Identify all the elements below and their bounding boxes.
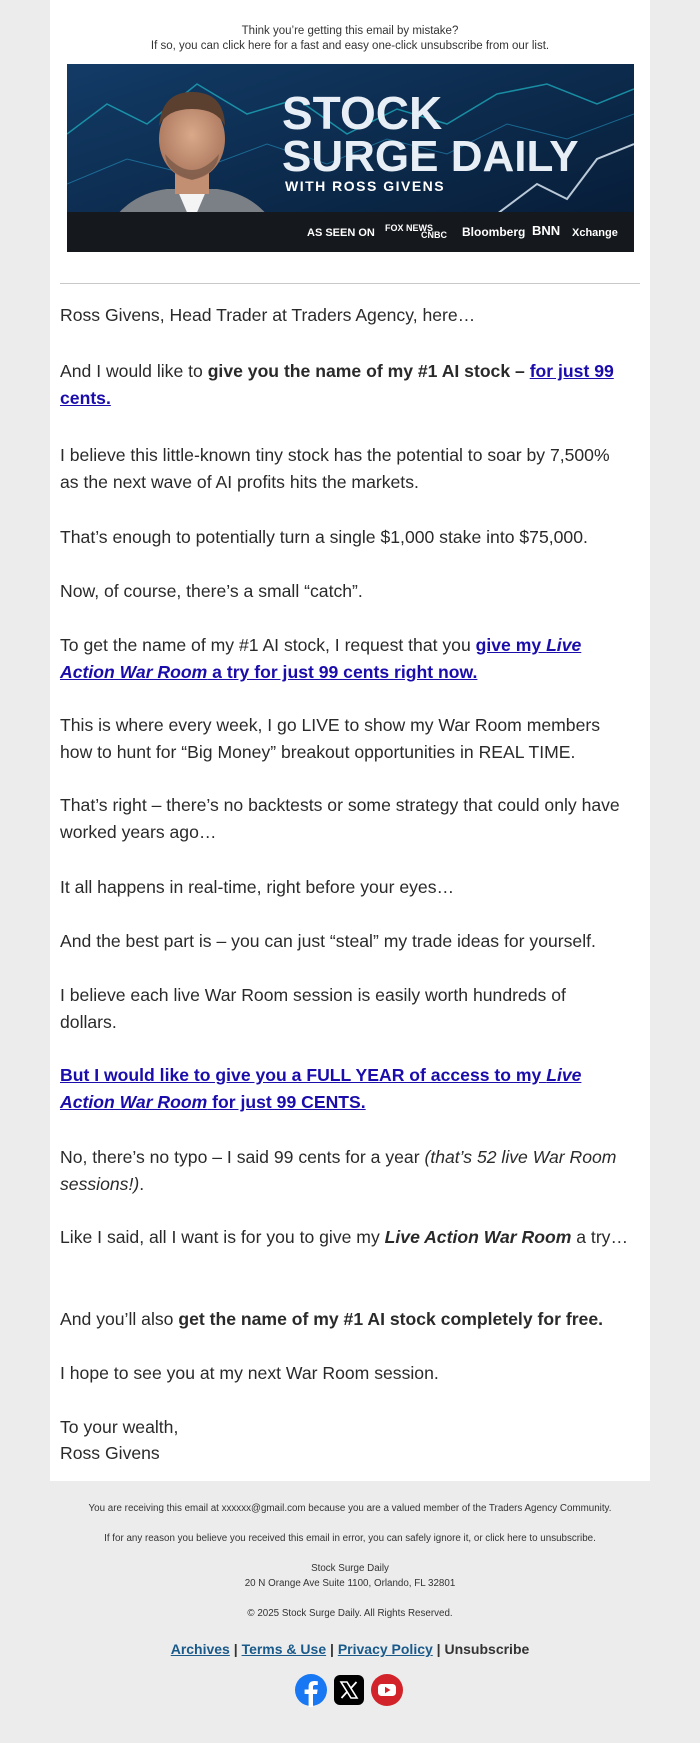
as-seen-on: AS SEEN ON [307, 227, 375, 239]
war-room-trial-link[interactable]: give my Live Action War Room a try for just 99 cents right now. [60, 635, 582, 682]
paragraph-see-you: I hope to see you at my next War Room session. [60, 1363, 439, 1383]
signature: Ross Givens [60, 1443, 160, 1463]
unsubscribe-line[interactable]: If so, you can click here for a fast and easy one-click unsubscribe from our list. [150, 40, 550, 52]
footer-member-line: You are receiving this email at xxxxxx@gmail.com because you are a valued member of the Traders Agency Community. [88, 1503, 612, 1514]
paragraph-like-i-said: Like I said, all I want is for you to give my Live Action War Room a try… [60, 1227, 629, 1247]
email-card [50, 0, 650, 1481]
paragraph-steal: And the best part is – you can just “steal” my trade ideas for yourself. [60, 931, 596, 951]
paragraph-full-year [60, 1062, 620, 1116]
signoff: To your wealth, [60, 1417, 179, 1437]
paragraph-free-stock: And you’ll also get the name of my #1 AI stock completely for free. [60, 1309, 603, 1329]
footer-error-line[interactable]: If for any reason you believe you received this email in error, you can safely ignore it, or click here to unsubscribe. [104, 1533, 596, 1544]
banner-title-line1: STOCK [282, 87, 443, 139]
banner-title-line2: SURGE DAILY [282, 132, 579, 181]
for-just-99-cents-link[interactable]: for just 99 cents. [60, 361, 614, 408]
mistake-line: Think you’re getting this email by mistake? [241, 25, 459, 37]
unsubscribe-link[interactable]: Unsubscribe [444, 1641, 530, 1657]
paragraph-request: To get the name of my #1 AI stock, I request that you give my Live Action War Room a try for just 99 cents right now. [60, 635, 582, 682]
footer-copyright: © 2025 Stock Surge Daily. All Rights Reserved. [247, 1608, 453, 1619]
social-icons [294, 1673, 406, 1707]
header-banner[interactable] [67, 64, 634, 252]
full-year-access-link[interactable]: But I would like to give you a FULL YEAR of access to my Live Action War Room for just 99 CENTS. [60, 1065, 582, 1112]
top-note [50, 24, 650, 54]
youtube-icon[interactable] [370, 1673, 404, 1707]
banner-subtitle: WITH ROSS GIVENS [285, 178, 446, 194]
x-icon[interactable] [332, 1673, 366, 1707]
banner-graphic [67, 64, 634, 252]
paragraph-realtime: It all happens in real-time, right before your eyes… [60, 877, 455, 897]
paragraph-stake: That’s enough to potentially turn a single $1,000 stake into $75,000. [60, 527, 588, 547]
paragraph-live: This is where every week, I go LIVE to show my War Room members how to hunt for “Big Money” breakout opportunities in REAL TIME. [60, 715, 601, 762]
paragraph-offer: And I would like to give you the name of my #1 AI stock – for just 99 cents. [60, 361, 614, 408]
outlet-xchange: Xchange [572, 227, 618, 239]
terms-link[interactable]: Terms & Use [241, 1641, 327, 1657]
privacy-link[interactable]: Privacy Policy [337, 1641, 433, 1657]
paragraph-no-typo: No, there’s no typo – I said 99 cents for a year (that’s 52 live War Room sessions!). [60, 1147, 617, 1194]
outlet-fox: FOX NEWS [385, 223, 434, 233]
footer-address: 20 N Orange Ave Suite 1100, Orlando, FL 32801 [244, 1578, 456, 1589]
paragraph-potential: I believe this little-known tiny stock has the potential to soar by 7,500% as the next wave of AI profits hits the markets. [60, 445, 610, 492]
outlet-bloomberg: Bloomberg [462, 225, 526, 239]
archives-link[interactable]: Archives [170, 1641, 230, 1657]
facebook-icon[interactable] [294, 1673, 328, 1707]
paragraph-backtests: That’s right – there’s no backtests or some strategy that could only have worked years ago… [60, 795, 620, 842]
paragraph-worth: I believe each live War Room session is easily worth hundreds of dollars. [60, 985, 566, 1032]
paragraph-intro: Ross Givens, Head Trader at Traders Agency, here… [60, 305, 476, 325]
outlet-cnbc: CNBC [421, 230, 447, 240]
footer-links: Archives | Terms & Use | Privacy Policy | Unsubscribe [170, 1641, 530, 1657]
outlet-bnn: BNN [532, 223, 561, 238]
header-divider [60, 283, 640, 284]
footer-company: Stock Surge Daily [311, 1563, 389, 1574]
paragraph-catch: Now, of course, there’s a small “catch”. [60, 581, 363, 601]
